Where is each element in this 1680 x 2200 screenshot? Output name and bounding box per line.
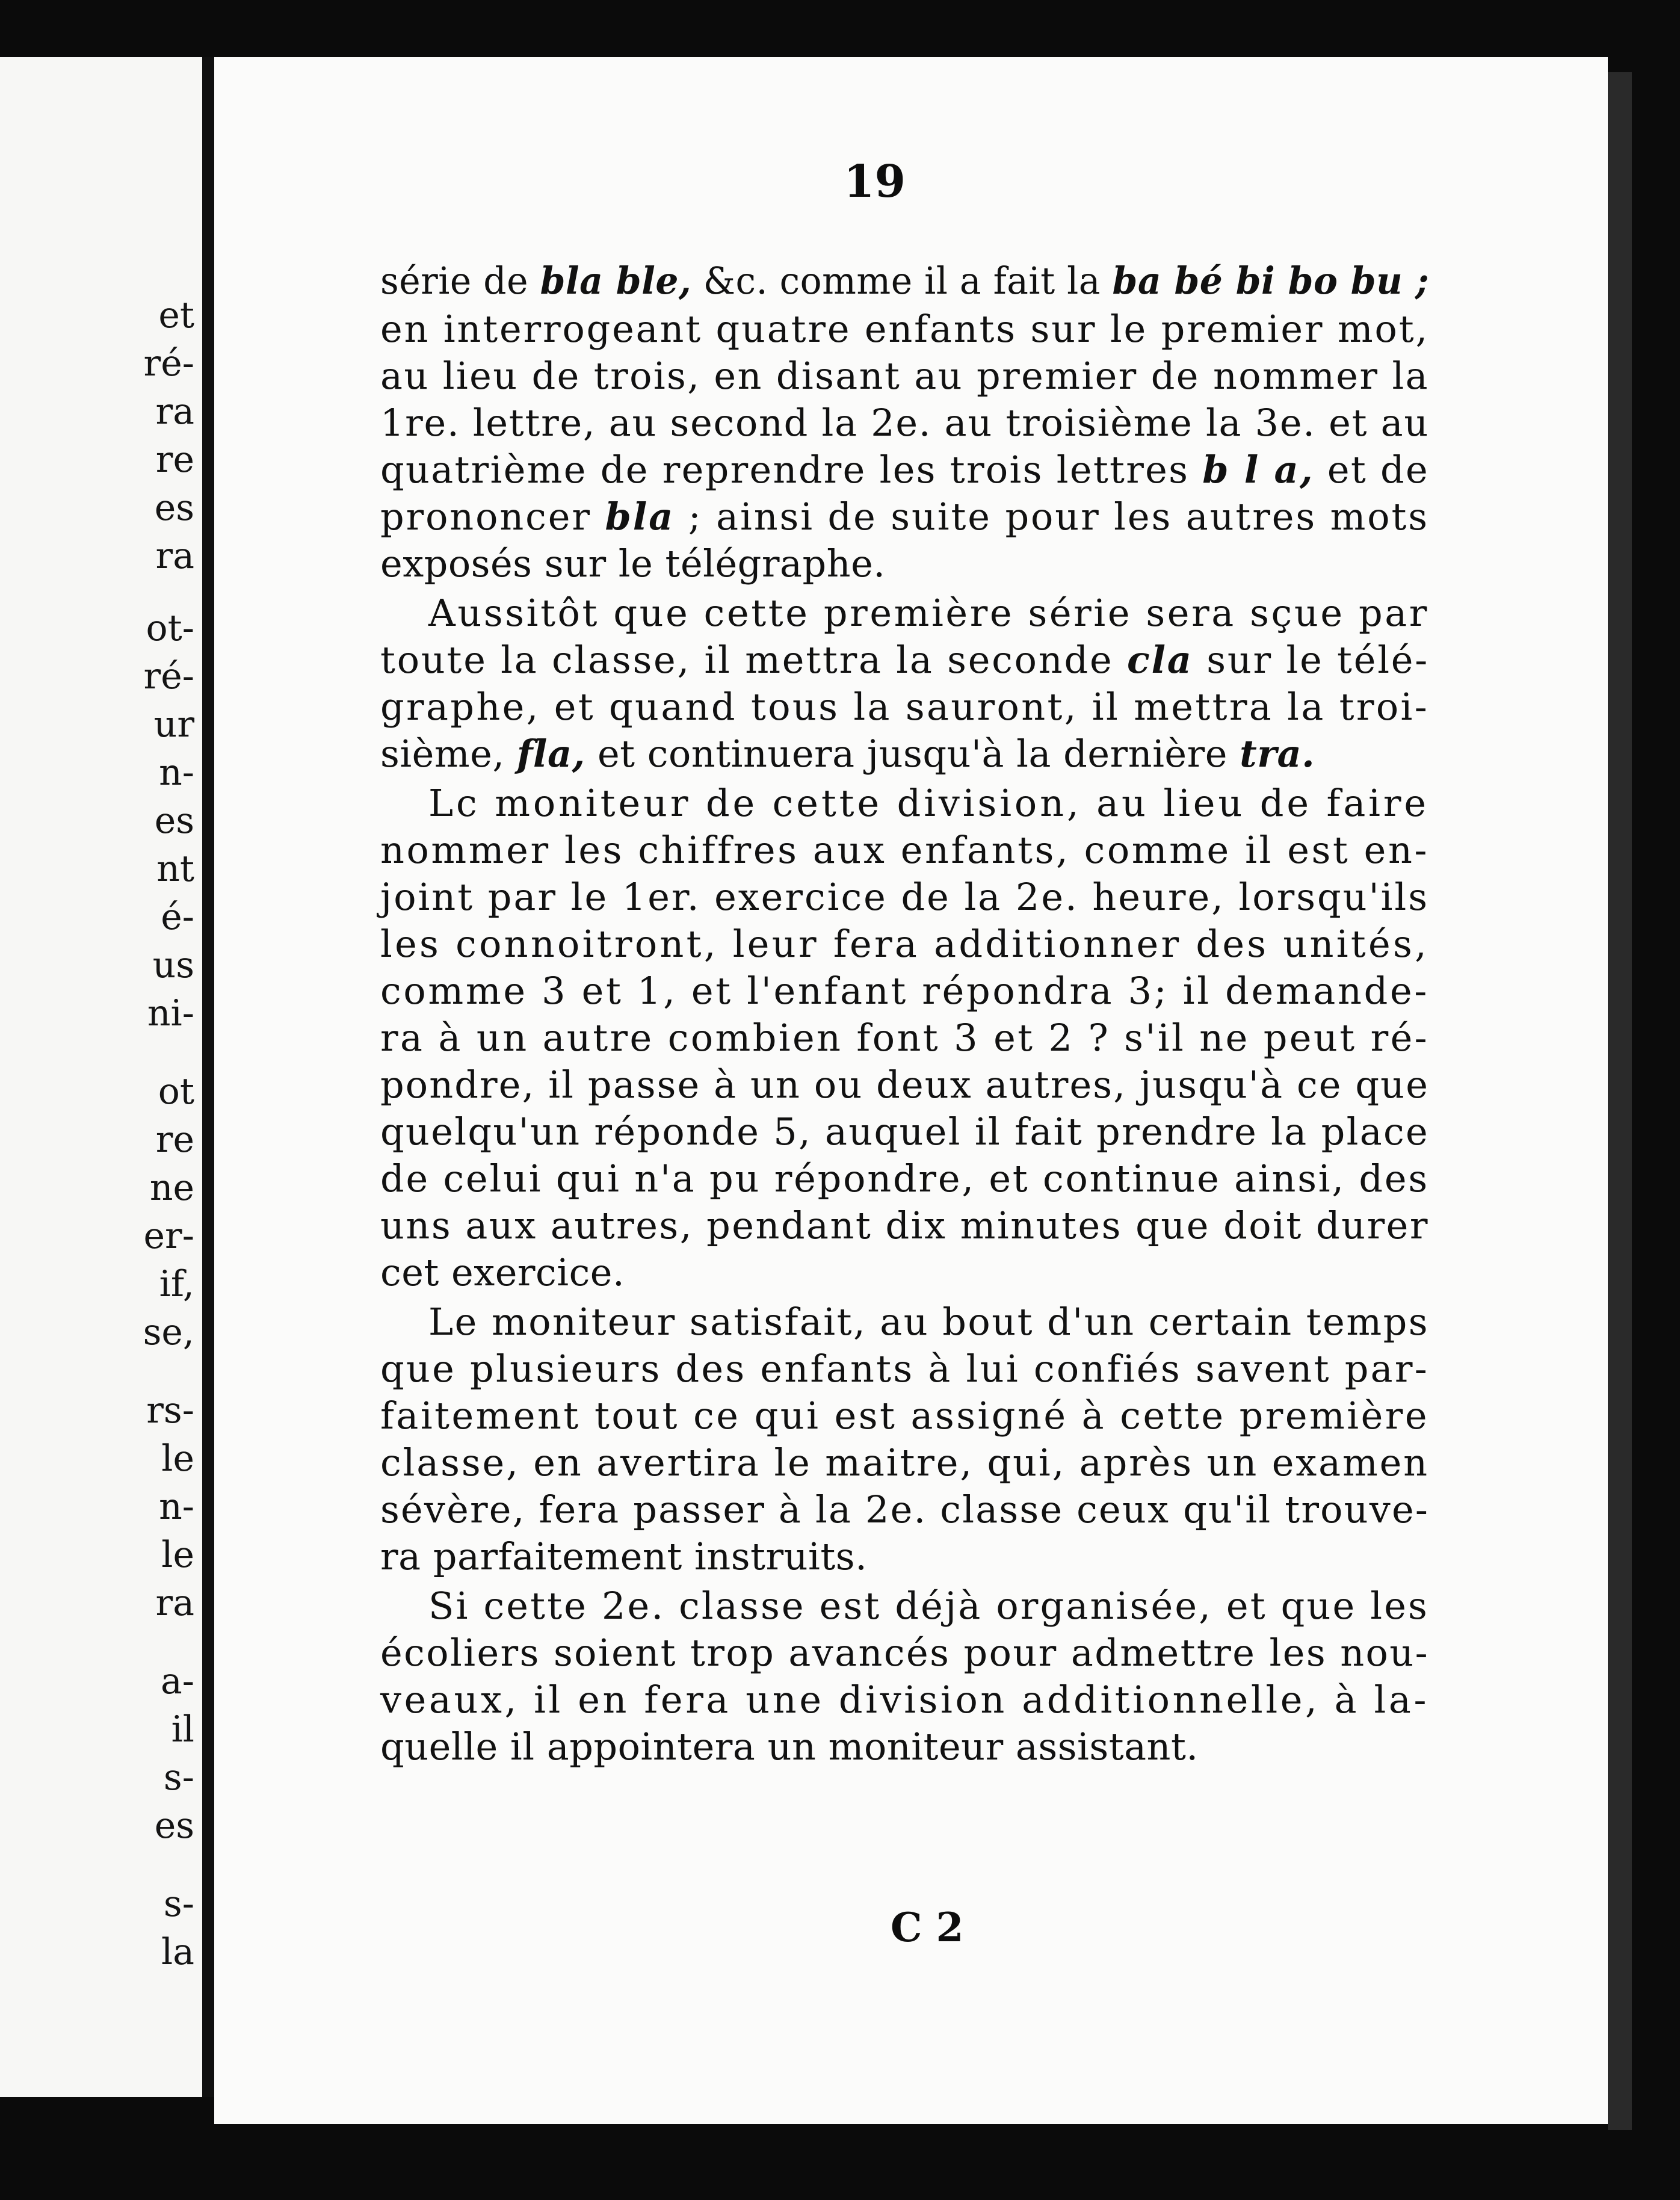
text-line <box>380 876 1429 918</box>
italic-segment: fla, <box>516 732 585 776</box>
italic-segment: tra. <box>1240 732 1315 776</box>
left-page-fragment: ot- <box>146 607 194 649</box>
left-page-fragment: er- <box>143 1215 194 1257</box>
italic-segment: bla <box>605 495 675 539</box>
text-segment: Le moniteur satisfait, au bout d'un certain temps <box>428 1300 1429 1344</box>
left-page-fragment: ra <box>155 535 194 577</box>
text-segment: quatrième de reprendre les trois lettres <box>380 448 1203 492</box>
text-segment: uns aux autres, pendant dix minutes que doit durer <box>380 1204 1429 1247</box>
italic-segment: ba bé bi bo bu ; <box>1112 259 1429 303</box>
italic-segment: b l a, <box>1202 448 1314 492</box>
left-page <box>0 57 208 2097</box>
left-page-fragment: se, <box>143 1311 194 1353</box>
text-segment: graphe, et quand tous la sauront, il mettra la troi- <box>380 685 1429 729</box>
text-line <box>380 1489 1429 1531</box>
text-line <box>380 1536 867 1578</box>
text-segment: prononcer <box>380 495 605 539</box>
left-page-fragment: n- <box>159 1486 194 1528</box>
text-segment: quelle il appointera un moniteur assistant. <box>380 1725 1199 1769</box>
text-segment: que plusieurs des enfants à lui confiés savent par- <box>380 1347 1429 1391</box>
text-line <box>380 1348 1429 1390</box>
text-segment: quelqu'un réponde 5, auquel il fait prendre la place <box>380 1110 1429 1154</box>
left-page-fragment: re <box>155 1119 194 1161</box>
text-segment: au lieu de trois, en disant au premier de nommer la <box>380 354 1429 398</box>
text-line <box>428 592 1429 634</box>
left-page-fragment: ra <box>155 1582 194 1624</box>
text-line <box>428 1585 1429 1627</box>
left-page-fragment: if, <box>159 1263 194 1305</box>
text-line <box>380 686 1429 728</box>
text-line <box>380 1111 1429 1153</box>
text-segment: de celui qui n'a pu répondre, et continue ainsi, des <box>380 1157 1429 1200</box>
text-line <box>380 1395 1429 1437</box>
text-line <box>380 543 885 585</box>
italic-segment: cla <box>1126 638 1193 682</box>
page-number: 19 <box>844 156 906 208</box>
left-page-fragment: ré- <box>143 342 194 385</box>
text-line <box>380 733 1315 775</box>
left-page-fragment: ne <box>149 1167 194 1209</box>
text-segment: cet exercice. <box>380 1250 625 1294</box>
left-page-fragment: il <box>171 1708 194 1750</box>
text-line <box>380 449 1429 491</box>
text-segment: en interrogeant quatre enfants sur le premier mot, <box>380 307 1429 351</box>
text-segment: &c. comme il a fait la <box>691 259 1113 303</box>
text-line <box>380 1679 1429 1721</box>
text-line <box>380 1726 1199 1768</box>
text-segment: faitement tout ce qui est assigné à cette première <box>380 1394 1429 1438</box>
text-segment: 1re. lettre, au second la 2e. au troisième la 3e. et au <box>380 401 1429 445</box>
left-page-fragment: re <box>155 439 194 481</box>
left-page-fragment: ré- <box>143 655 194 697</box>
page-edge <box>1608 72 1632 2130</box>
text-segment: classe, en avertira le maitre, qui, après un examen <box>380 1441 1429 1485</box>
left-page-fragment: s- <box>163 1883 194 1925</box>
text-segment: les connoitront, leur fera additionner des unités, <box>380 922 1429 966</box>
text-segment: joint par le 1er. exercice de la 2e. heure, lorsqu'ils <box>380 875 1429 919</box>
text-segment: Aussitôt que cette première série sera sçue par <box>428 591 1429 635</box>
italic-segment: bla ble, <box>540 259 692 303</box>
text-line <box>380 639 1429 681</box>
text-line <box>380 402 1429 444</box>
left-page-fragment: es <box>154 487 194 529</box>
left-page-fragment: nt <box>156 848 194 890</box>
text-line <box>380 923 1429 965</box>
text-line <box>380 1252 625 1294</box>
text-line <box>380 1158 1429 1200</box>
text-segment: Si cette 2e. classe est déjà organisée, et que les <box>428 1584 1429 1628</box>
text-segment: et continuera jusqu'à la dernière <box>585 732 1240 776</box>
left-page-fragment: le <box>161 1534 194 1576</box>
left-page-fragment: n- <box>159 752 194 794</box>
text-line <box>380 260 1429 302</box>
text-line <box>380 1442 1429 1484</box>
left-page-fragment: a- <box>160 1660 194 1702</box>
text-segment: ra parfaitement instruits. <box>380 1534 868 1578</box>
text-segment: toute la classe, il mettra la seconde <box>380 638 1127 682</box>
text-segment: sième, <box>380 732 517 776</box>
left-page-fragment: rs- <box>146 1389 194 1432</box>
left-page-fragment: ur <box>153 703 194 746</box>
left-page-fragment: s- <box>163 1757 194 1799</box>
left-page-fragment: é- <box>161 896 194 938</box>
left-page-fragment: et <box>158 294 194 336</box>
signature-mark: C 2 <box>891 1904 964 1951</box>
left-page-fragment: es <box>154 800 194 842</box>
text-segment: série de <box>380 259 540 303</box>
text-segment: nommer les chiffres aux enfants, comme il est en- <box>380 828 1429 872</box>
left-page-fragment: le <box>161 1438 194 1480</box>
text-line <box>380 1064 1429 1106</box>
text-segment: ; ainsi de suite pour les autres mots <box>675 495 1430 539</box>
text-segment: ra à un autre combien font 3 et 2 ? s'il ne peut ré- <box>380 1016 1429 1060</box>
text-line <box>380 829 1429 871</box>
text-line <box>380 1205 1429 1247</box>
text-segment: comme 3 et 1, et l'enfant répondra 3; il demande- <box>380 969 1429 1013</box>
left-page-fragment: la <box>161 1931 194 1973</box>
text-segment: pondre, il passe à un ou deux autres, jusqu'à ce que <box>380 1063 1429 1107</box>
text-line <box>380 496 1429 538</box>
text-segment: sur le télé- <box>1193 638 1430 682</box>
text-line <box>380 308 1429 350</box>
text-segment: Lc moniteur de cette division, au lieu de faire <box>428 781 1429 825</box>
left-page-fragment: ot <box>158 1071 194 1113</box>
left-page-fragment: ra <box>155 391 194 433</box>
text-segment: et de <box>1314 448 1429 492</box>
text-line <box>428 782 1429 824</box>
text-segment: exposés sur le télégraphe. <box>380 542 886 586</box>
text-segment: sévère, fera passer à la 2e. classe ceux qu'il trouve- <box>380 1488 1429 1531</box>
text-line <box>380 1017 1429 1059</box>
left-page-fragment: es <box>154 1805 194 1847</box>
left-page-fragment: ni- <box>147 992 194 1034</box>
text-line <box>380 970 1429 1012</box>
text-line <box>428 1301 1429 1343</box>
text-segment: écoliers soient trop avancés pour admettre les nou- <box>380 1631 1429 1675</box>
text-line <box>380 1632 1429 1674</box>
text-line <box>380 355 1429 397</box>
left-page-fragment: us <box>152 944 194 986</box>
text-segment: veaux, il en fera une division additionnelle, à la- <box>380 1678 1429 1722</box>
